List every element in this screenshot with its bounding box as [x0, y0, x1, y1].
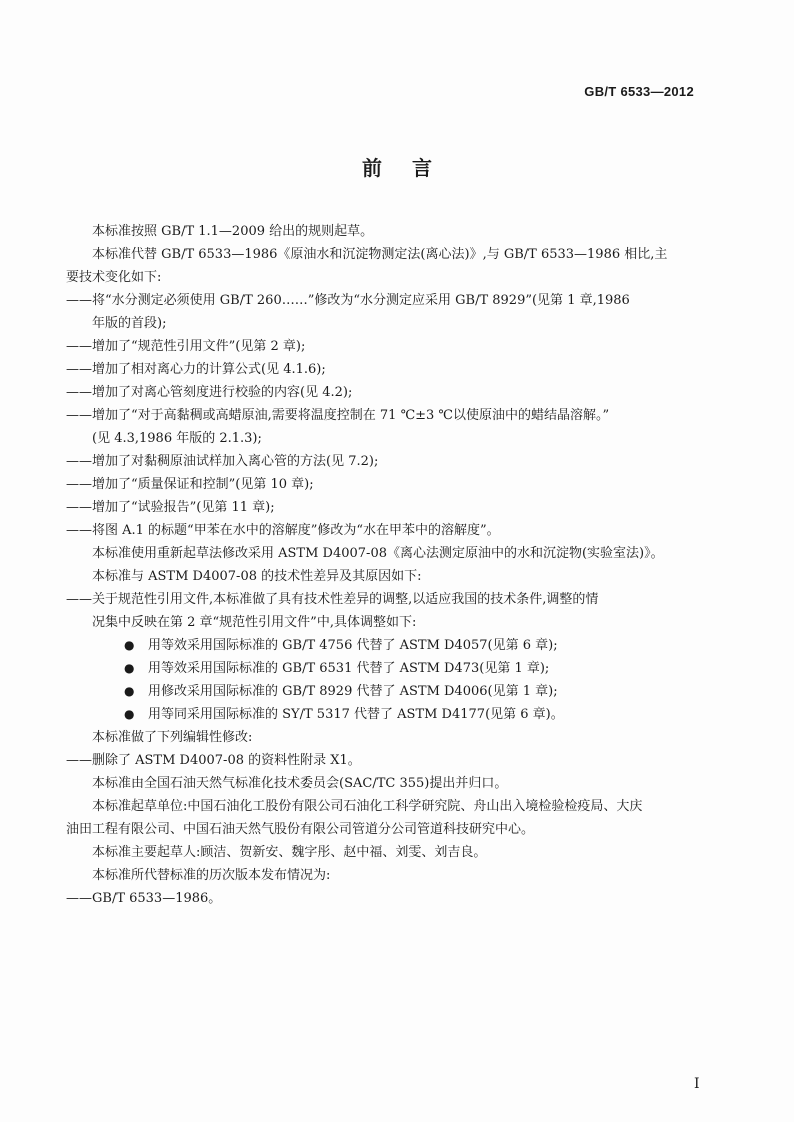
line-text: ——增加了对离心管刻度进行校验的内容(见 4.2);	[66, 385, 353, 400]
paragraph-line	[92, 542, 712, 565]
bullet-icon: ●	[124, 707, 135, 721]
paragraph-line	[92, 795, 712, 818]
line-text: ——将图 A.1 的标题“甲苯在水中的溶解度”修改为“水在甲苯中的溶解度”。	[66, 523, 500, 538]
line-text: 本标准代替 GB/T 6533—1986《原油水和沉淀物测定法(离心法)》,与 GB/T 6533—1986 相比,主	[92, 247, 668, 262]
dash-list-item-continuation	[92, 312, 712, 335]
line-text: ——GB/T 6533—1986。	[66, 891, 222, 906]
line-text: 本标准使用重新起草法修改采用 ASTM D4007-08《离心法测定原油中的水和沉淀物(实验室法)》。	[92, 546, 664, 561]
paragraph-line	[92, 220, 712, 243]
dash-list-item	[66, 519, 712, 542]
dash-list-item	[66, 381, 712, 404]
line-text: 用等同采用国际标准的 SY/T 5317 代替了 ASTM D4177(见第 6 章)。	[148, 707, 564, 722]
dash-list-item	[66, 450, 712, 473]
line-text: 本标准做了下列编辑性修改:	[92, 730, 253, 745]
line-text: (见 4.3,1986 年版的 2.1.3);	[92, 431, 262, 446]
dash-list-item	[66, 588, 712, 611]
paragraph-line	[92, 565, 712, 588]
line-text: ——增加了相对离心力的计算公式(见 4.1.6);	[66, 362, 326, 377]
line-text: 要技术变化如下:	[66, 270, 162, 285]
line-text: ——增加了“试验报告”(见第 11 章);	[66, 500, 275, 515]
line-text: 年版的首段);	[92, 316, 167, 331]
line-text: ——增加了“对于高黏稠或高蜡原油,需要将温度控制在 71 ℃±3 ℃以使原油中的蜡结晶溶解。”	[66, 408, 610, 423]
dash-list-item	[66, 496, 712, 519]
dash-list-item	[66, 289, 712, 312]
line-text: 本标准所代替标准的历次版本发布情况为:	[92, 868, 331, 883]
dash-list-item	[66, 473, 712, 496]
paragraph-line	[92, 841, 712, 864]
bullet-icon: ●	[124, 661, 135, 675]
paragraph-line	[92, 726, 712, 749]
line-text: ——删除了 ASTM D4007-08 的资料性附录 X1。	[66, 753, 361, 768]
page-number: I	[694, 1076, 700, 1092]
dash-list-item-continuation	[92, 427, 712, 450]
bullet-list-item	[92, 680, 712, 703]
paragraph-line	[92, 243, 712, 266]
line-text: 本标准由全国石油天然气标准化技术委员会(SAC/TC 355)提出并归口。	[92, 776, 508, 791]
foreword-body	[66, 220, 712, 910]
paragraph-continuation-line	[66, 818, 712, 841]
section-title: 前言	[362, 156, 462, 180]
line-text: ——增加了“质量保证和控制”(见第 10 章);	[66, 477, 314, 492]
line-text: 况集中反映在第 2 章“规范性引用文件”中,具体调整如下:	[92, 615, 417, 630]
paragraph-line	[92, 772, 712, 795]
bullet-list-item	[92, 634, 712, 657]
bullet-icon: ●	[124, 684, 135, 698]
paragraph-line	[92, 864, 712, 887]
line-text: 本标准与 ASTM D4007-08 的技术性差异及其原因如下:	[92, 569, 422, 584]
line-text: ——增加了“规范性引用文件”(见第 2 章);	[66, 339, 306, 354]
line-text: 油田工程有限公司、中国石油天然气股份有限公司管道分公司管道科技研究中心。	[66, 822, 535, 837]
bullet-list-item	[92, 703, 712, 726]
bullet-icon: ●	[124, 638, 135, 652]
dash-list-item	[66, 887, 712, 910]
standard-code-header: GB/T 6533—2012	[584, 84, 694, 99]
line-text: 用等效采用国际标准的 GB/T 4756 代替了 ASTM D4057(见第 6 章);	[148, 638, 558, 653]
line-text: 用等效采用国际标准的 GB/T 6531 代替了 ASTM D473(见第 1 章);	[148, 661, 550, 676]
line-text: 本标准主要起草人:顾洁、贺新安、魏字彤、赵中福、刘雯、刘吉良。	[92, 845, 487, 860]
bullet-list-item	[92, 657, 712, 680]
line-text: 本标准起草单位:中国石油化工股份有限公司石油化工科学研究院、舟山出入境检验检疫局、大庆	[92, 799, 643, 814]
paragraph-continuation-line	[66, 266, 712, 289]
dash-list-item	[66, 335, 712, 358]
dash-list-item	[66, 749, 712, 772]
line-text: ——将“水分测定必须使用 GB/T 260……”修改为“水分测定应采用 GB/T 8929”(见第 1 章,1986	[66, 293, 630, 308]
line-text: 用修改采用国际标准的 GB/T 8929 代替了 ASTM D4006(见第 1 章);	[148, 684, 558, 699]
line-text: ——增加了对黏稠原油试样加入离心管的方法(见 7.2);	[66, 454, 379, 469]
dash-list-item-continuation	[92, 611, 712, 634]
line-text: ——关于规范性引用文件,本标准做了具有技术性差异的调整,以适应我国的技术条件,调整的情	[66, 592, 599, 607]
line-text: 本标准按照 GB/T 1.1—2009 给出的规则起草。	[92, 224, 374, 239]
dash-list-item	[66, 358, 712, 381]
dash-list-item	[66, 404, 712, 427]
